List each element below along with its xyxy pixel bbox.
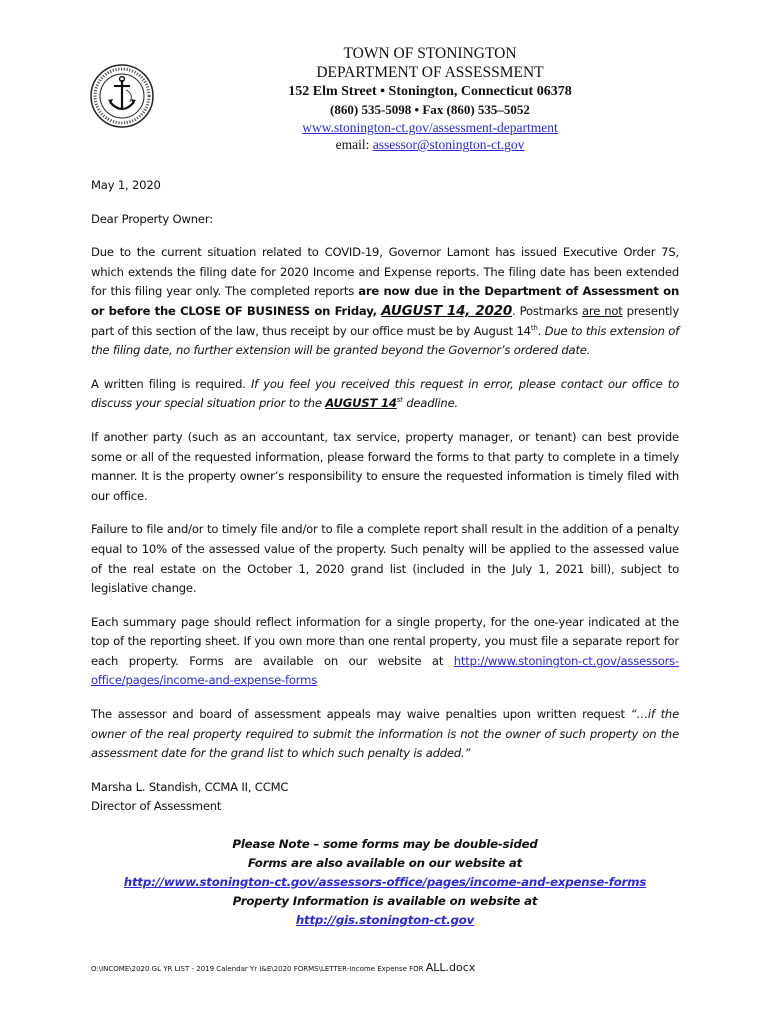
signer-name: Marsha L. Standish, CCMA II, CCMC [91, 779, 289, 794]
town-seal-logo [90, 64, 154, 128]
note-property-info: Property Information is available on website at [232, 894, 538, 908]
letterhead [250, 44, 610, 153]
street-address: 152 Elm Street • Stonington, Connecticut 06378 [288, 84, 572, 99]
signer-title: Director of Assessment [91, 799, 222, 814]
due-date: AUGUST 14, 2020 [381, 302, 513, 319]
department-name: DEPARTMENT OF ASSESSMENT [316, 64, 544, 81]
email-link[interactable]: assessor@stonington-ct.gov [372, 137, 525, 152]
department-website-link[interactable]: www.stonington-ct.gov/assessment-department [302, 120, 558, 135]
note-double-sided: Please Note – some forms may be double-sided [232, 837, 538, 851]
letter-body [91, 176, 679, 817]
phone-fax: (860) 535-5098 • Fax (860) 535–5052 [330, 102, 530, 117]
file-path-footer: O:\INCOME\2020 GL YR LIST - 2019 Calendar Yr I&E\2020 FORMS\LETTER-Income Expense FOR ALL.docx [91, 961, 476, 974]
email-label: email: [335, 137, 370, 152]
paragraph-penalty: Failure to file and/or to timely file and/or to file a complete report shall result in the addition of a penalty equal to 10% of the assessed value of the property. Such penalty will be applied to the assessed value of the real estate on the October 1, 2020 grand list (included in the July 1, 2021 bill), subject to legislative change. [91, 522, 679, 596]
note-gis-link[interactable]: http://gis.stonington-ct.gov [295, 913, 475, 927]
letter-greeting: Dear Property Owner: [91, 211, 213, 226]
town-name: TOWN OF STONINGTON [343, 45, 517, 62]
note-block [91, 835, 679, 930]
note-forms-available: Forms are also available on our website at [247, 856, 523, 870]
signature-block [91, 778, 679, 817]
letter-date: May 1, 2020 [91, 178, 161, 192]
paragraph-extension: Due to the current situation related to COVID-19, Governor Lamont has issued Executive Order 7S, which extends the filing date for 2020 Income and Expense reports. The filing date has been extended for this filing year only. The completed reports are now due in the Department of Assessment on or before the CLOSE OF BUSINESS on Friday, AUGUST 14, 2020. Postmarks are not presently part of this section of the law, thus receipt by our office must be by August 14th. Due to this extension of the filing date, no further extension will be granted beyond the Governor’s ordered date. [91, 245, 679, 358]
forms-link[interactable]: http://www.stonington-ct.gov/assessors-office/pages/income-and-expense-forms [91, 653, 679, 688]
paragraph-summary-page: Each summary page should reflect information for a single property, for the one-year indicated at the top of the reporting sheet. If you own more than one rental property, you must file a separate report for each property. Forms are available on our website at http://www.stonington-ct.gov/assessors-office/pages/income-and-expense-forms [91, 614, 679, 688]
paragraph-another-party: If another party (such as an accountant, tax service, property manager, or tenant) can best provide some or all of the requested information, please forward the forms to that party to complete in a timely manner. It is the property owner’s responsibility to ensure the requested information is timely filed with our office. [91, 429, 679, 503]
note-forms-link[interactable]: http://www.stonington-ct.gov/assessors-office/pages/income-and-expense-forms [123, 875, 647, 889]
paragraph-written-filing: A written filing is required. If you feel you received this request in error, please contact our office to discuss your special situation prior to the AUGUST 14st deadline. [91, 376, 679, 411]
paragraph-waive-penalties: The assessor and board of assessment appeals may waive penalties upon written request “…if the owner of the real property required to submit the information is not the owner of such property on the assessment date for the grand list to which such penalty is added.” [91, 707, 680, 761]
